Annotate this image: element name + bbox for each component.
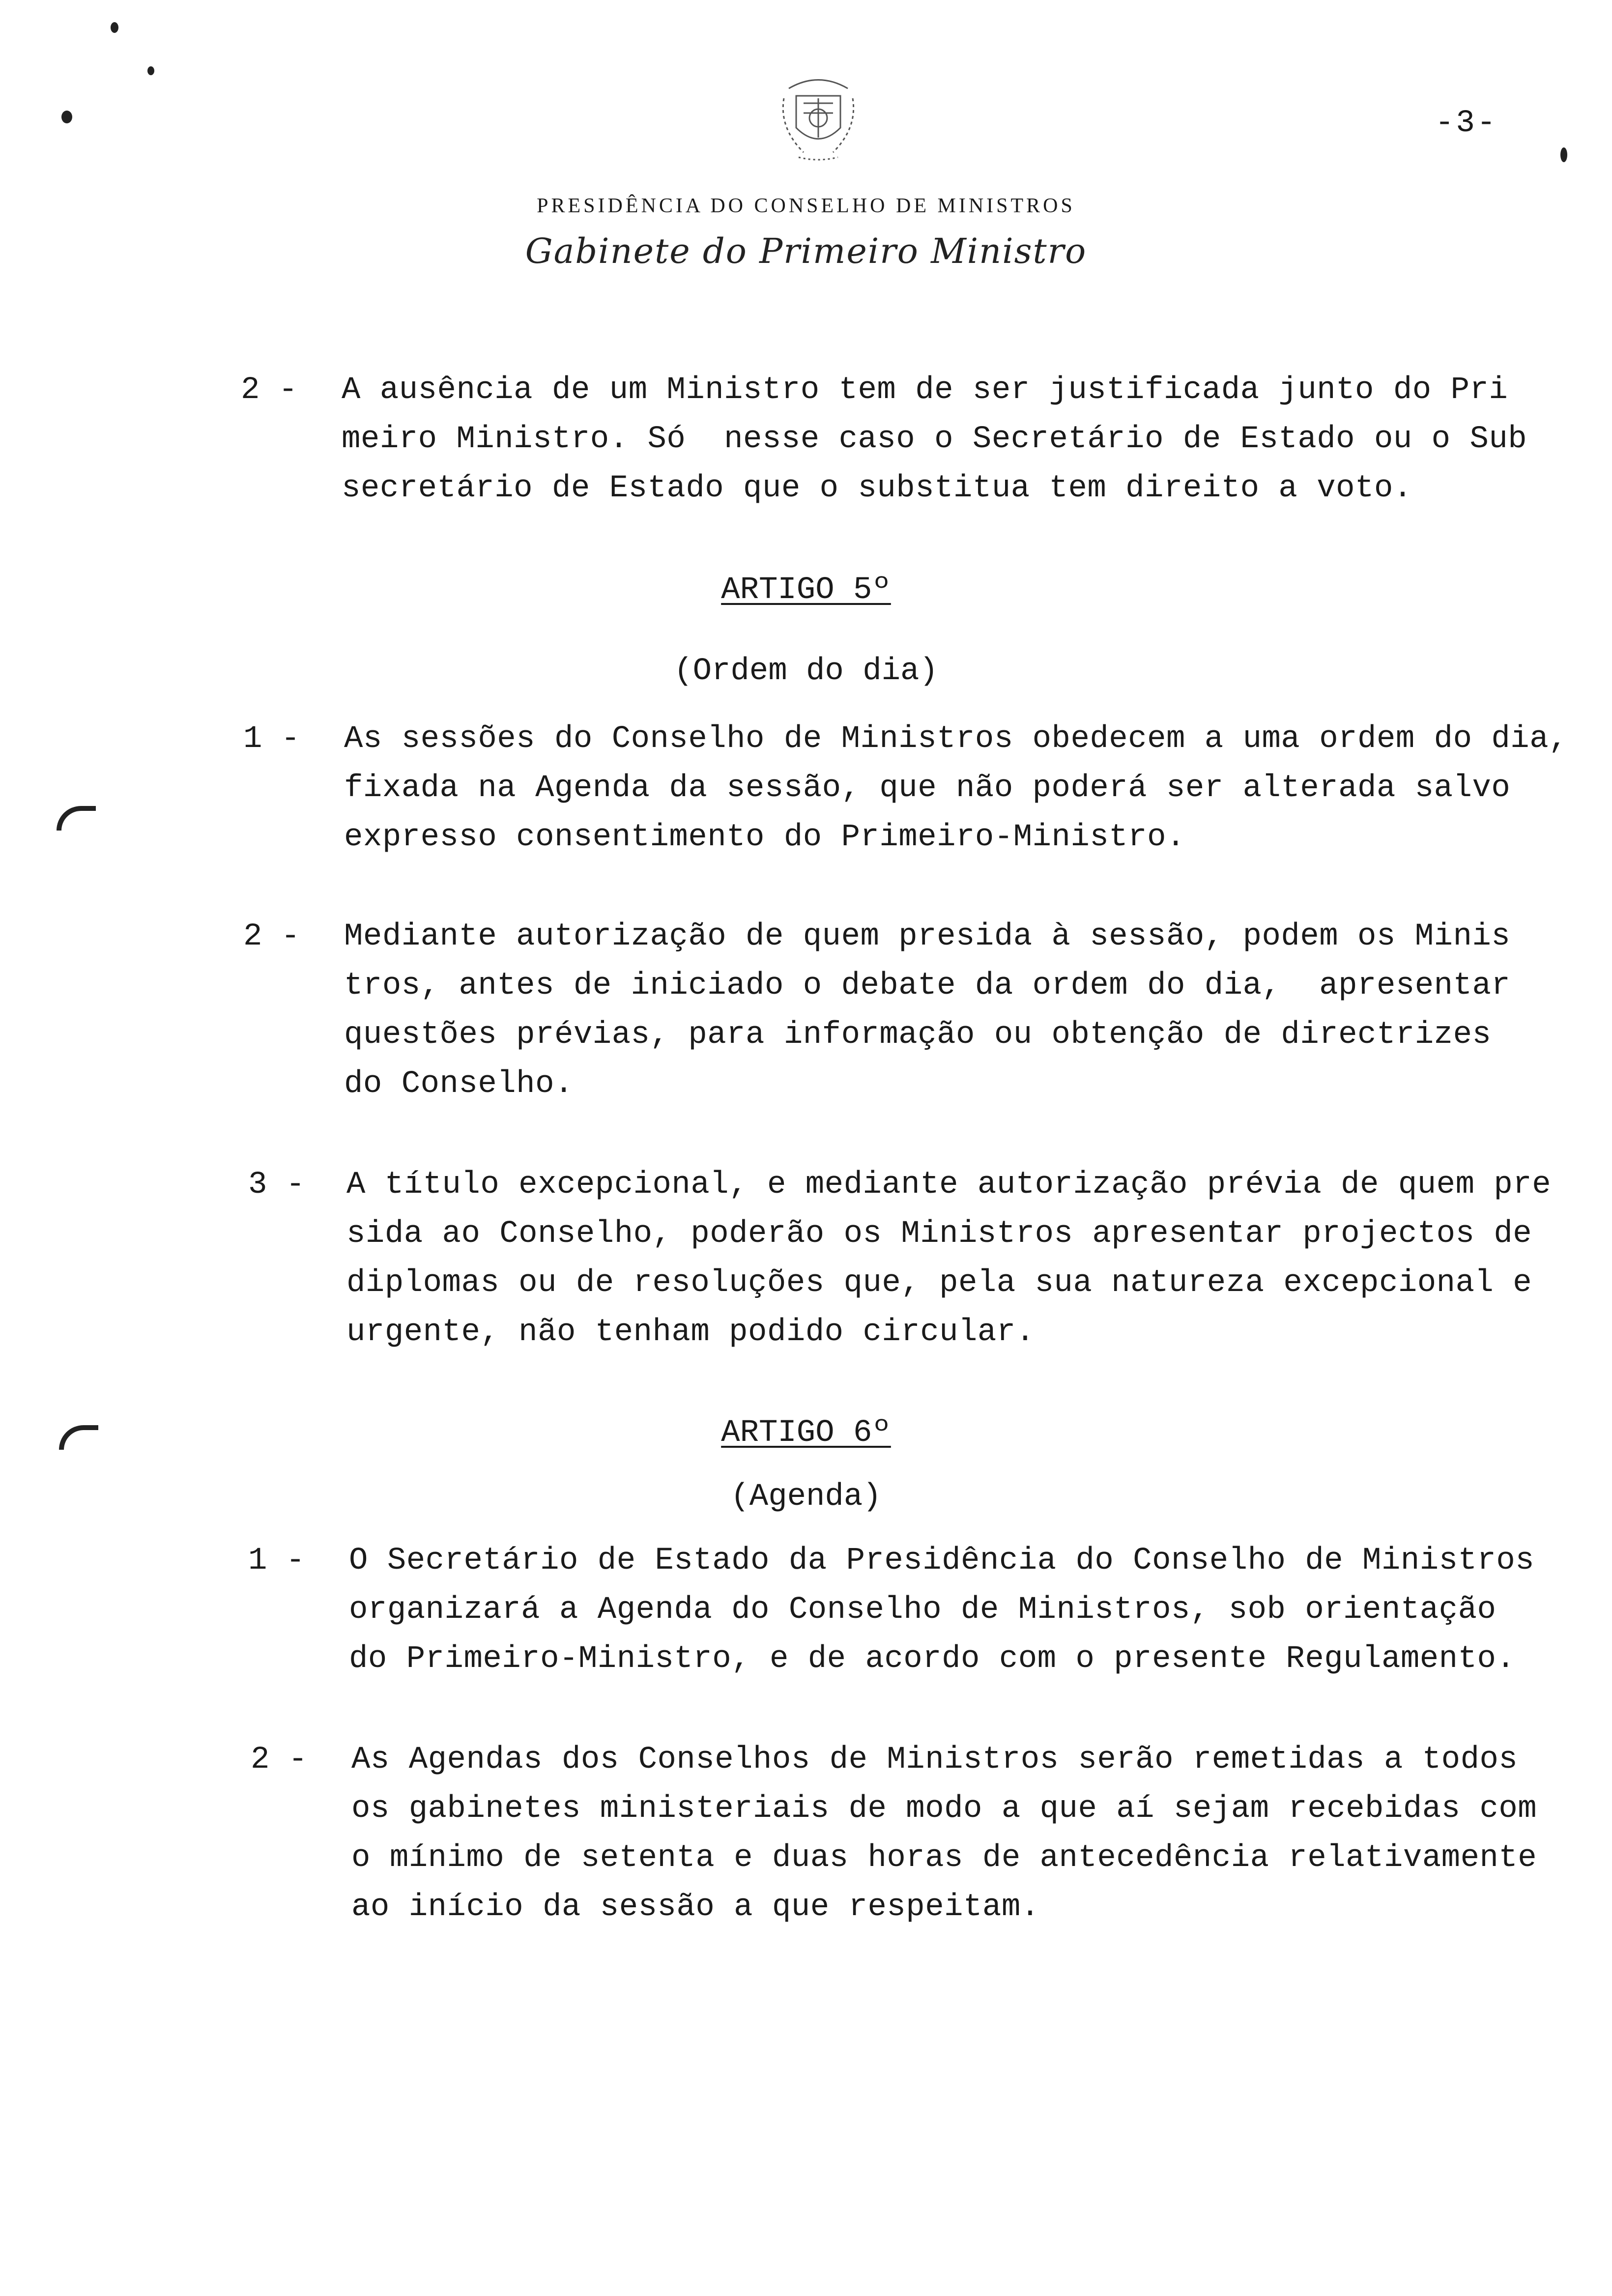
scan-speck [111,22,118,33]
letterhead-handwritten-subtitle: Gabinete do Primeiro Ministro [525,231,1087,271]
paragraph-line: os gabinetes ministeriais de modo a que aí sejam recebidas com [351,1791,1537,1827]
paragraph-line: fixada na Agenda da sessão, que não poderá ser alterada salvo [344,771,1511,806]
article-heading-text: ARTIGO 6º [721,1415,891,1451]
item-number: 2 - [241,373,298,408]
paragraph-line: meiro Ministro. Só nesse caso o Secretário de Estado ou o Sub [342,422,1527,457]
article-heading [0,1415,1612,1451]
paragraph-line: As Agendas dos Conselhos de Ministros serão remetidas a todos [351,1742,1518,1778]
article-heading-text: ARTIGO 5º [721,573,891,608]
paragraph-line: expresso consentimento do Primeiro-Ministro. [344,820,1185,855]
paragraph-line: o mínimo de setenta e duas horas de antecedência relativamente [351,1840,1537,1876]
paragraph-line: tros, antes de iniciado o debate da ordem do dia, apresentar [344,968,1511,1004]
scan-speck [1560,147,1567,162]
page-number: -3- [1435,106,1498,141]
item-number: 2 - [243,919,300,954]
paragraph-line: questões prévias, para informação ou obtenção de directrizes [344,1017,1492,1053]
article-heading [0,573,1612,608]
scan-speck [147,66,154,75]
item-number: 1 - [248,1543,305,1578]
paragraph-line: ao início da sessão a que respeitam. [351,1890,1040,1925]
paragraph-line: Mediante autorização de quem presida à sessão, podem os Minis [344,919,1511,954]
paragraph-line: O Secretário de Estado da Presidência do Conselho de Ministros [349,1543,1535,1578]
paragraph-line: do Conselho. [344,1066,574,1102]
paragraph-line: A ausência de um Ministro tem de ser justificada junto do Pri [342,373,1508,408]
paragraph-line: secretário de Estado que o substitua tem direito a voto. [342,471,1412,506]
scan-speck [61,111,72,123]
item-number: 2 - [251,1742,308,1778]
paragraph-line: do Primeiro-Ministro, e de acordo com o presente Regulamento. [349,1641,1516,1677]
article-subheading: (Ordem do dia) [674,654,938,689]
paragraph-line: organizará a Agenda do Conselho de Ministros, sob orientação [349,1592,1497,1628]
paragraph-line: sida ao Conselho, poderão os Ministros apresentar projectos de [346,1216,1532,1252]
article-subheading: (Agenda) [730,1479,882,1515]
paragraph-line: urgente, não tenham podido circular. [346,1315,1035,1350]
coat-of-arms-seal [774,69,863,162]
item-number: 1 - [243,721,300,757]
paragraph-line: As sessões do Conselho de Ministros obedecem a uma ordem do dia, [344,721,1568,757]
item-number: 3 - [248,1167,305,1203]
punch-hole-mark [57,806,96,831]
paragraph-line: diplomas ou de resoluções que, pela sua natureza excepcional e [346,1265,1532,1301]
letterhead-title: PRESIDÊNCIA DO CONSELHO DE MINISTROS [537,195,1075,217]
paragraph-line: A título excepcional, e mediante autorização prévia de quem pre [346,1167,1552,1203]
